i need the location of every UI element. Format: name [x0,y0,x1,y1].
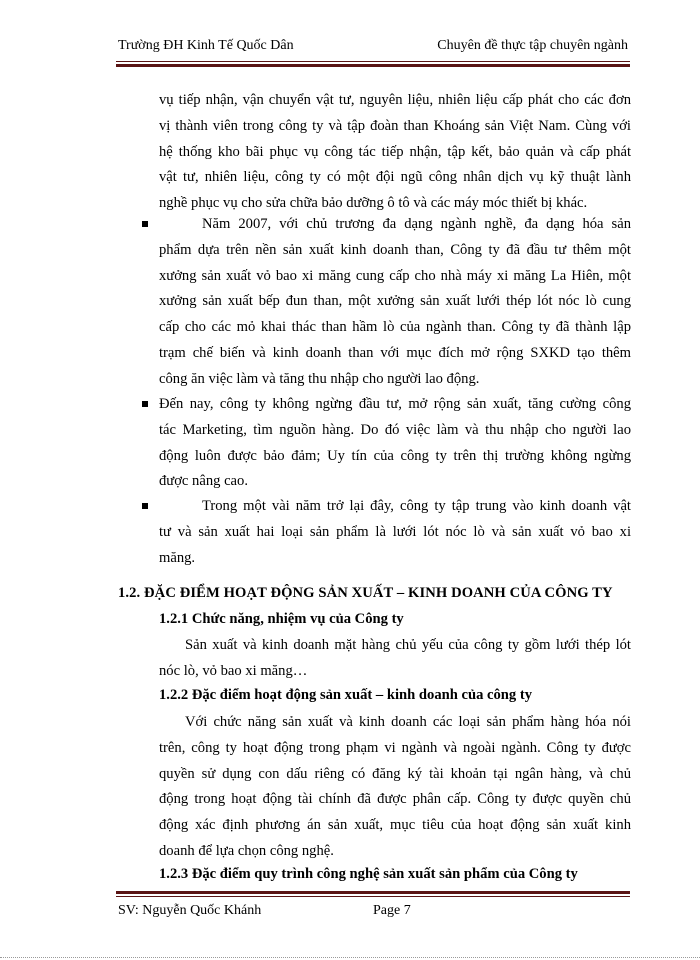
text-line: vị thành viên trong công ty và tập đoàn than Khoáng sản Việt Nam. Cùng với [159,117,631,134]
text-line: trạm chế biến và kinh doanh than với mục đích mở rộng SXKD tạo thêm [159,344,631,361]
text-line: trên, công ty hoạt động trong phạm vi ngành và ngoài ngành. Công ty được [159,739,631,756]
text-line: cấp cho các mỏ khai thác than hầm lò của ngành than. Công ty đã thành lập [159,319,631,336]
subsection-heading-1-2-2: 1.2.2 Đặc điểm hoạt động sản xuất – kinh doanh của công ty [159,687,533,703]
text-line: tư và sản xuất hai loại sản phẩm là lưới lót nóc lò và sản xuất vỏ bao xi [159,523,631,540]
page-footer [118,903,628,923]
text-line: nghề phục vụ cho sửa chữa bảo dưỡng ô tô và các máy móc thiết bị khác. [159,195,588,212]
text-line: vật tư, nhiên liệu, công ty có một đội ngũ công nhân dịch vụ kỹ thuật lành [159,169,631,186]
bullet-paragraph-3 [159,494,631,571]
text-line: Năm 2007, với chủ trương đa dạng ngành nghề, đa dạng hóa sản [202,216,631,232]
text-line: được nâng cao. [159,473,248,490]
subsection-1-2-2-paragraph [159,710,631,865]
bullet-marker [142,503,148,509]
text-line: động trong hoạt động tài chính đã được phân cấp. Công ty được quyền chủ [159,791,631,808]
header-university: Trường ĐH Kinh Tế Quốc Dân [118,38,294,53]
bullet-paragraph-1 [159,212,631,393]
text-line: xưởng sản xuất vỏ bao xi măng cung cấp cho nhà máy xi măng La Hiên, một [159,267,631,284]
text-line: xưởng sản xuất bếp đun than, một xưởng sản xuất lưới thép lót nóc lò cung [159,293,631,310]
page-header [118,38,628,58]
bullet-marker [142,221,148,227]
header-rule-thin [116,61,630,62]
header-rule-thick [116,64,630,67]
text-line: động xác định phương án sản xuất, mục tiêu của hoạt động sản xuất kinh [159,817,631,834]
text-line: vụ tiếp nhận, vận chuyển vật tư, nguyên liệu, nhiên liệu cấp phát cho các đơn [159,92,631,108]
text-line: tác Marketing, tìm nguồn hàng. Do đó việc làm và thu nhập cho người lao [159,421,631,438]
text-line: Đến nay, công ty không ngừng đầu tư, mở rộng sản xuất, tăng cường công [159,396,631,412]
text-line: quyền sử dụng con dấu riêng có đăng ký tài khoản tại ngân hàng, và chủ [159,765,631,782]
text-line: động luôn được bảo đảm; Uy tín của công ty trên thị trường không ngừng [159,447,631,464]
text-line: nóc lò, vỏ bao xi măng… [159,662,308,679]
text-line: phẩm dựa trên nền sản xuất kinh doanh than, Công ty đã đầu tư thêm một [159,241,631,258]
footer-rule-thin [116,896,630,897]
bullet-paragraph-2 [159,392,631,495]
footer-rule-thick [116,891,630,894]
text-line: công ăn việc làm và tăng thu nhập cho người lao động. [159,370,480,387]
header-title: Chuyên đề thực tập chuyên ngành [437,38,628,53]
text-line: doanh để lựa chọn công nghệ. [159,842,334,859]
subsection-heading-1-2-1: 1.2.1 Chức năng, nhiệm vụ của Công ty [159,611,404,627]
footer-page-number: Page 7 [373,903,411,918]
text-line: Với chức năng sản xuất và kinh doanh các loại sản phẩm hàng hóa nói [185,714,631,730]
bullet-marker [142,401,148,407]
footer-student: SV: Nguyễn Quốc Khánh [118,903,262,918]
intro-paragraph [159,88,631,217]
text-line: hệ thống kho bãi phục vụ công tác tiếp nhận, tập kết, bảo quản và cấp phát [159,143,631,160]
subsection-heading-1-2-3: 1.2.3 Đặc điểm quy trình công nghệ sản xuất sản phẩm của Công ty [159,866,578,882]
page-boundary [0,957,700,958]
text-line: Trong một vài năm trở lại đây, công ty tập trung vào kinh doanh vật [202,498,631,514]
section-heading: 1.2. ĐẶC ĐIỂM HOẠT ĐỘNG SẢN XUẤT – KINH DOANH CỦA CÔNG TY [118,585,613,601]
subsection-1-2-1-paragraph [159,633,631,685]
text-line: Sản xuất và kinh doanh mặt hàng chủ yếu của công ty gồm lưới thép lót [185,637,631,653]
text-line: măng. [159,549,196,566]
